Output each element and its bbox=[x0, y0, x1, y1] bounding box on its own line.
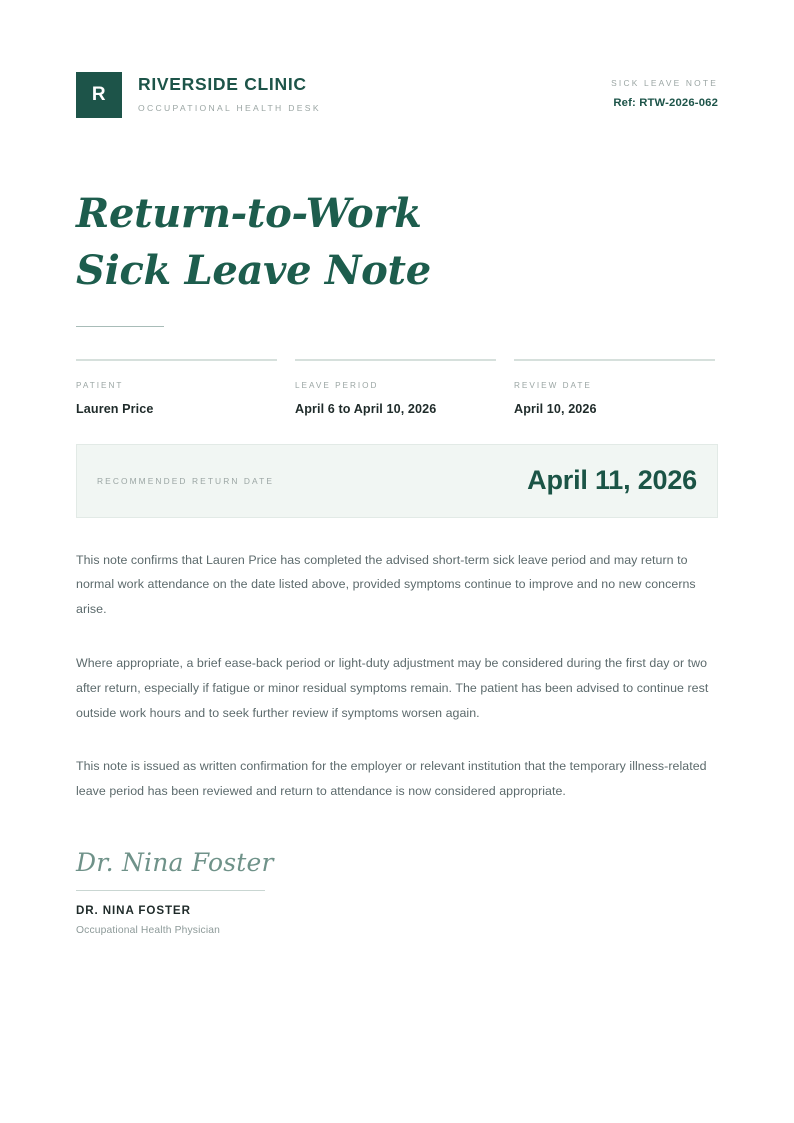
meta-field-review-date bbox=[514, 359, 715, 416]
recommended-return-date-value: April 11, 2026 bbox=[527, 465, 697, 496]
clinic-department: OCCUPATIONAL HEALTH DESK bbox=[138, 102, 321, 113]
body-paragraph-2: Where appropriate, a brief ease-back period or light-duty adjustment may be considered during the first day or two after return, especially if fatigue or minor residual symptoms remain. The patient has been advised to continue rest outside work hours and to seek further review if symptoms worsen again. bbox=[76, 656, 709, 720]
document-kind-label: SICK LEAVE NOTE bbox=[611, 78, 718, 88]
body-paragraph-3: This note is issued as written confirmation for the employer or relevant institution that the temporary illness-related leave period has been reviewed and return to attendance is now considered appropriate. bbox=[76, 759, 707, 799]
signatory-role: Occupational Health Physician bbox=[76, 925, 221, 937]
meta-field-label: REVIEW DATE bbox=[514, 380, 592, 390]
page-title bbox=[76, 186, 718, 300]
clinic-brand bbox=[76, 72, 321, 118]
meta-field-label: PATIENT bbox=[76, 380, 124, 390]
meta-field-patient bbox=[76, 359, 277, 416]
page-title-line-1: Return-to-Work bbox=[76, 190, 422, 237]
recommended-return-date-label: RECOMMENDED RETURN DATE bbox=[97, 475, 275, 486]
body-paragraph-1: This note confirms that Lauren Price has completed the advised short-term sick leave period and may return to normal work attendance on the date listed above, provided symptoms continue to improve and no new concerns arise. bbox=[76, 552, 696, 617]
document-header bbox=[76, 0, 718, 118]
meta-field-divider bbox=[295, 359, 496, 361]
clinic-brand-text bbox=[138, 72, 321, 114]
signature-block bbox=[76, 848, 718, 936]
meta-field-label: LEAVE PERIOD bbox=[295, 380, 379, 390]
meta-field-leave-period bbox=[295, 359, 496, 416]
meta-field-value: Lauren Price bbox=[76, 401, 154, 416]
clinic-name: RIVERSIDE CLINIC bbox=[138, 74, 307, 94]
meta-field-divider bbox=[514, 359, 715, 361]
meta-fields-row bbox=[76, 359, 718, 416]
clinic-logo-icon: R bbox=[76, 72, 122, 118]
page-title-line-2: Sick Leave Note bbox=[76, 246, 431, 294]
meta-field-value: April 10, 2026 bbox=[514, 401, 597, 416]
meta-field-value: April 6 to April 10, 2026 bbox=[295, 401, 437, 416]
recommended-return-date-panel bbox=[76, 444, 718, 518]
document-body bbox=[76, 548, 718, 805]
signatory-name: DR. NINA FOSTER bbox=[76, 904, 191, 918]
signature-script: Dr. Nina Foster bbox=[76, 848, 274, 878]
title-divider bbox=[76, 326, 164, 328]
signature-divider bbox=[76, 890, 265, 891]
meta-field-divider bbox=[76, 359, 277, 361]
document-reference-number: Ref: RTW-2026-062 bbox=[613, 97, 718, 109]
title-block bbox=[76, 186, 718, 327]
document-reference-block bbox=[611, 72, 718, 109]
